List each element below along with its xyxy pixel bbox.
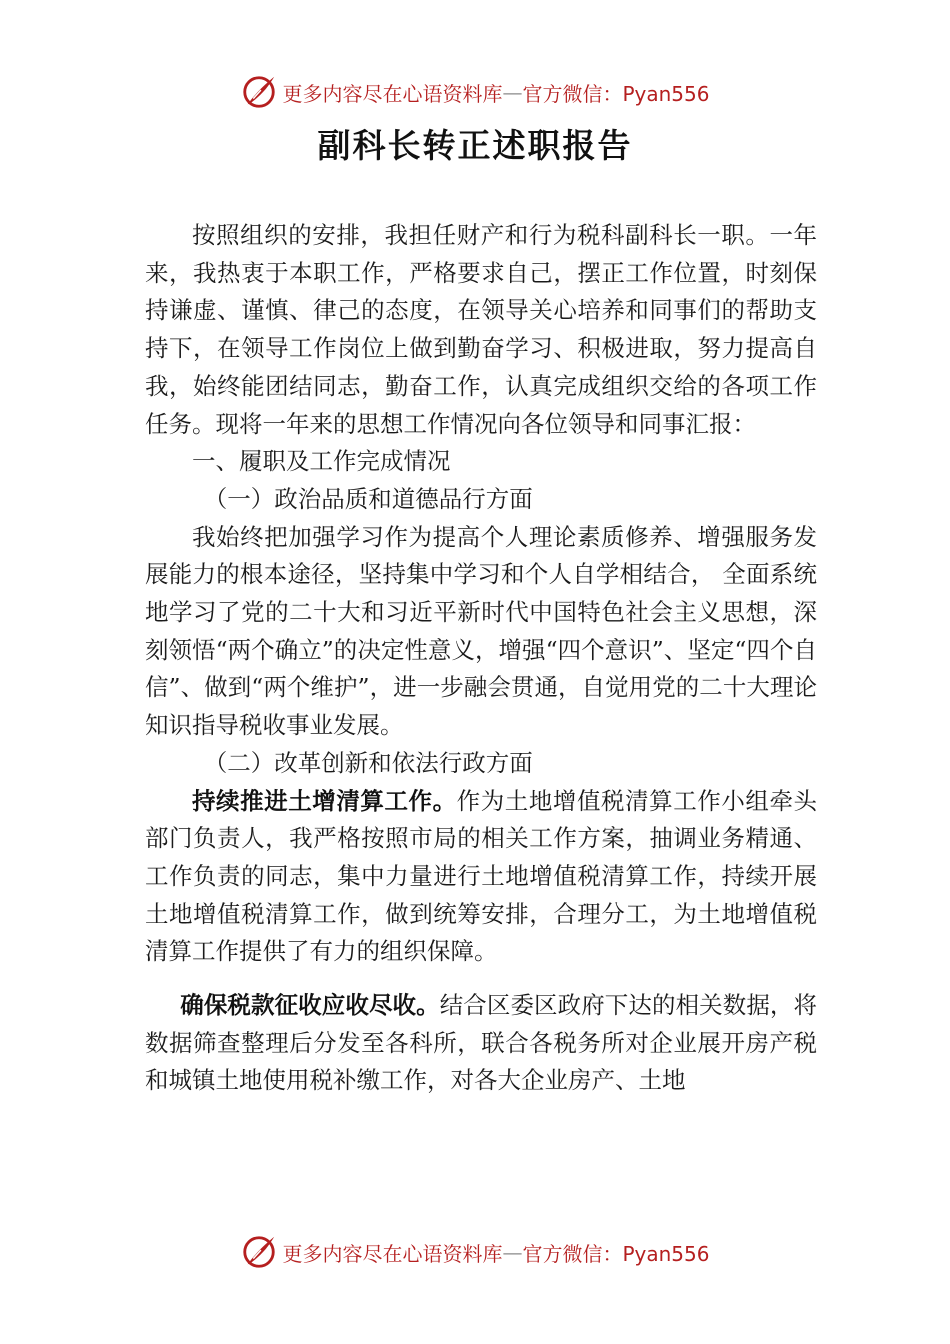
watermark-text: 更多内容尽在心语资料库 [282,1241,503,1266]
quill-circle-logo-icon [240,73,278,111]
watermark-separator: — [502,80,523,104]
footer-watermark [0,1232,950,1272]
section-heading-1: 一、履职及工作完成情况 [192,447,451,476]
paragraph-land-tax-body: 作为土地增值税清算工作小组牵头部门负责人，我严格按照市局的相关工作方案，抽调业务精通、工作负责的同志，集中力量进行土地增值税清算工作，持续开展土地增值税清算工作，做到统筹安排，合理分工，为土地增值税清算工作提供了有力的组织保障。 [145,786,818,966]
header-watermark [0,72,950,112]
paragraph-land-tax-lead: 持续推进土增清算工作。 [192,786,457,815]
paragraph-land-tax [145,783,817,972]
document-title: 副科长转正述职报告 [317,126,633,165]
quill-circle-logo-icon [240,1233,278,1271]
paragraph-tax-collection-lead: 确保税款征收应收尽收。 [180,991,440,1020]
watermark-wechat: 官方微信：Pyan556 [522,81,710,106]
watermark-text: 更多内容尽在心语资料库 [282,81,503,106]
intro-paragraph: 按照组织的安排，我担任财产和行为税科副科长一职。一年来，我热衷于本职工作，严格要求自己，摆正工作位置，时刻保持谦虚、谨慎、律己的态度，在领导关心培养和同事们的帮助支持下，在领导工作岗位上做到勤奋学习、积极进取，努力提高自我，始终能团结同志，勤奋工作，认真完成组织交给的各项工作任务。现将一年来的思想工作情况向各位领导和同事汇报： [145,221,817,438]
subsection-heading-2: （二）改革创新和依法行政方面 [203,748,533,777]
paragraph-tax-collection-body: 结合区委区政府下达的相关数据，将数据筛查整理后分发至各科所，联合各税务所对企业展开房产税和城镇土地使用税补缴工作，对各大企业房产、土地 [145,991,818,1095]
subsection-1-paragraph: 我始终把加强学习作为提高个人理论素质修养、增强服务发展能力的根本途径，坚持集中学习和个人自学相结合， 全面系统地学习了党的二十大和习近平新时代中国特色社会主义思想，深刻领悟“两个确立”的决定性意义，增强“四个意识”、坚定“四个自信”、做到“两个维护”，进一步融会贯通，自觉用党的二十大理论知识指导税收事业发展。 [145,522,817,740]
subsection-heading-1: （一）政治品质和道德品行方面 [203,484,533,513]
watermark-wechat: 官方微信：Pyan556 [522,1241,710,1266]
paragraph-tax-collection [145,987,817,1100]
watermark-separator: — [502,1240,523,1264]
document-body [145,217,817,1100]
